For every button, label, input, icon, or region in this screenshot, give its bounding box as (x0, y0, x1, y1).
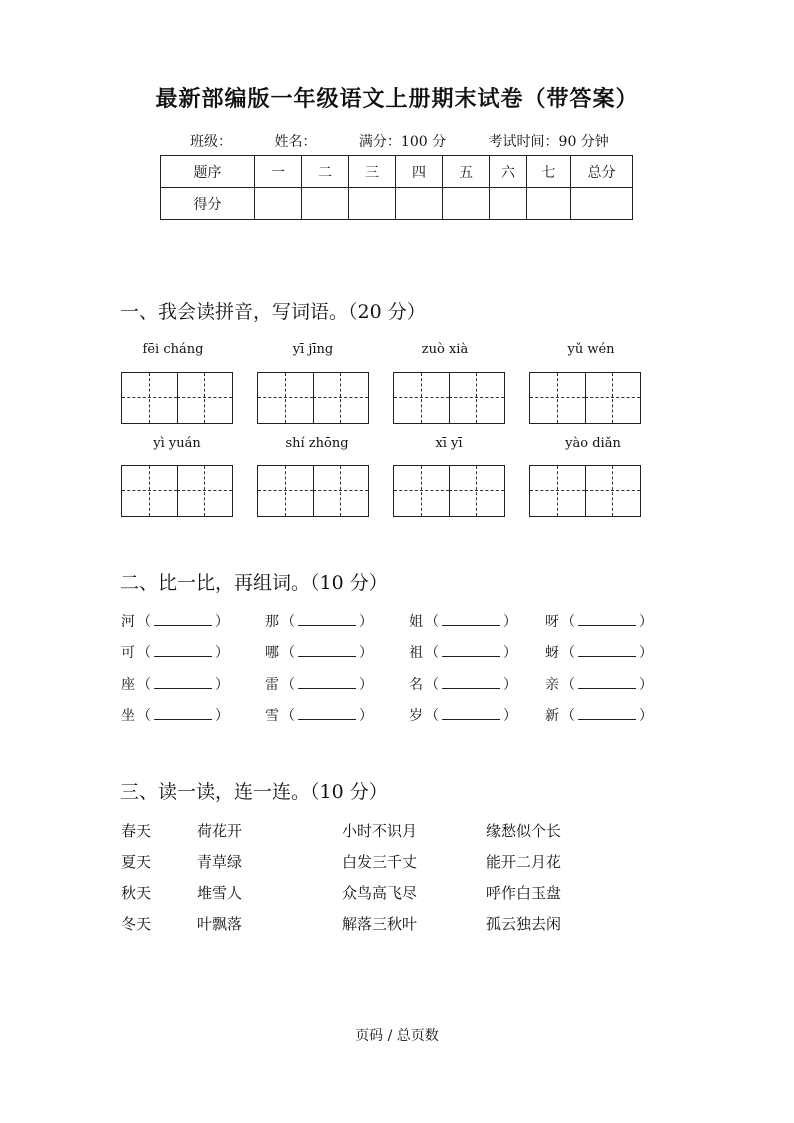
bracket: ） (503, 677, 517, 693)
page-footer: 页码 / 总页数 (355, 1028, 439, 1044)
time-label: 考试时间：90 分钟 (488, 134, 609, 150)
pinyin-label: yào diǎn (565, 436, 621, 451)
match-poem-second[interactable]: 能开二月花 (486, 853, 562, 871)
answer-blank[interactable] (442, 676, 500, 689)
match-poem-first[interactable]: 众鸟高飞尽 (342, 884, 418, 902)
compare-item (545, 674, 655, 694)
score-row-label: 得分 (161, 188, 255, 220)
writing-grid[interactable] (257, 372, 369, 424)
match-scene[interactable]: 荷花开 (197, 822, 243, 840)
bracket: ） (359, 614, 373, 630)
score-input-cell[interactable] (255, 188, 302, 220)
compare-char: 那 (265, 614, 279, 630)
answer-blank[interactable] (578, 644, 636, 657)
writing-grid[interactable] (121, 465, 233, 517)
bracket: ） (639, 708, 653, 724)
match-poem-first[interactable]: 小时不识月 (342, 822, 418, 840)
compare-char: 呀 (545, 614, 559, 630)
compare-char: 蚜 (545, 645, 559, 661)
answer-blank[interactable] (154, 707, 212, 720)
match-poem-second[interactable]: 孤云独去闲 (486, 915, 562, 933)
bracket: （ (281, 708, 295, 724)
score-table-header-row (161, 156, 633, 188)
compare-char: 可 (121, 645, 135, 661)
bracket: （ (561, 614, 575, 630)
compare-char: 哪 (265, 645, 279, 661)
score-table (160, 155, 633, 220)
score-input-cell[interactable] (349, 188, 396, 220)
match-poem-second[interactable]: 缘愁似个长 (486, 822, 562, 840)
bracket: ） (503, 614, 517, 630)
score-header-cell: 五 (443, 156, 490, 188)
compare-item (121, 705, 231, 725)
score-header-cell: 七 (527, 156, 571, 188)
bracket: ） (215, 645, 229, 661)
bracket: ） (639, 614, 653, 630)
score-input-cell[interactable] (490, 188, 527, 220)
compare-char: 雷 (265, 677, 279, 693)
writing-grid[interactable] (529, 465, 641, 517)
score-header-cell: 六 (490, 156, 527, 188)
writing-grid[interactable] (529, 372, 641, 424)
score-header-cell: 四 (396, 156, 443, 188)
answer-blank[interactable] (154, 676, 212, 689)
answer-blank[interactable] (298, 707, 356, 720)
compare-item (545, 611, 655, 631)
bracket: （ (137, 708, 151, 724)
bracket: ） (639, 677, 653, 693)
compare-char: 坐 (121, 708, 135, 724)
compare-item (265, 611, 375, 631)
match-season[interactable]: 夏天 (121, 853, 152, 871)
compare-char: 河 (121, 614, 135, 630)
score-header-cell: 一 (255, 156, 302, 188)
match-scene[interactable]: 堆雪人 (197, 884, 243, 902)
compare-item (409, 642, 519, 662)
pinyin-label: yì yuán (153, 436, 201, 451)
compare-item (121, 674, 231, 694)
section3-title: 三、读一读，连一连。（10 分） (120, 781, 388, 803)
pinyin-label: zuò xià (421, 342, 469, 357)
answer-blank[interactable] (578, 613, 636, 626)
answer-blank[interactable] (578, 676, 636, 689)
compare-item (121, 611, 231, 631)
bracket: ） (503, 708, 517, 724)
compare-item (265, 705, 375, 725)
compare-item (409, 611, 519, 631)
pinyin-label: xī yī (435, 436, 463, 451)
compare-item (545, 705, 655, 725)
bracket: ） (215, 614, 229, 630)
bracket: ） (215, 677, 229, 693)
bracket: ） (639, 645, 653, 661)
match-scene[interactable]: 叶飘落 (197, 915, 243, 933)
compare-char: 岁 (409, 708, 423, 724)
answer-blank[interactable] (298, 676, 356, 689)
answer-blank[interactable] (442, 644, 500, 657)
match-season[interactable]: 春天 (121, 822, 152, 840)
match-season[interactable]: 冬天 (121, 915, 152, 933)
bracket: （ (281, 645, 295, 661)
pinyin-label: yǔ wén (567, 342, 615, 357)
bracket: （ (561, 708, 575, 724)
compare-char: 雪 (265, 708, 279, 724)
match-season[interactable]: 秋天 (121, 884, 152, 902)
answer-blank[interactable] (442, 707, 500, 720)
pinyin-label: fēi cháng (142, 342, 204, 357)
score-input-cell[interactable] (443, 188, 490, 220)
bracket: （ (137, 645, 151, 661)
bracket: （ (281, 614, 295, 630)
compare-item (265, 642, 375, 662)
match-poem-first[interactable]: 解落三秋叶 (342, 915, 418, 933)
answer-blank[interactable] (154, 613, 212, 626)
page-title: 最新部编版一年级语文上册期末试卷（带答案） (155, 86, 639, 112)
bracket: （ (425, 614, 439, 630)
score-table-score-row (161, 188, 633, 220)
total-score-label: 满分：100 分 (358, 134, 447, 150)
bracket: （ (425, 645, 439, 661)
answer-blank[interactable] (298, 613, 356, 626)
bracket: ） (503, 645, 517, 661)
compare-item (121, 642, 231, 662)
compare-item (409, 674, 519, 694)
score-input-cell[interactable] (302, 188, 349, 220)
writing-grid[interactable] (393, 465, 505, 517)
class-label: 班级： (190, 134, 232, 150)
writing-grid[interactable] (121, 372, 233, 424)
match-scene[interactable]: 青草绿 (197, 853, 243, 871)
bracket: ） (359, 677, 373, 693)
section2-title: 二、比一比，再组词。（10 分） (120, 572, 388, 594)
writing-grid[interactable] (257, 465, 369, 517)
bracket: （ (425, 708, 439, 724)
bracket: ） (359, 708, 373, 724)
compare-item (265, 674, 375, 694)
compare-char: 新 (545, 708, 559, 724)
name-label: 姓名： (274, 134, 317, 150)
score-input-cell[interactable] (396, 188, 443, 220)
answer-blank[interactable] (154, 644, 212, 657)
compare-char: 姐 (409, 614, 423, 630)
pinyin-label: shí zhōng (285, 436, 349, 451)
bracket: ） (215, 708, 229, 724)
score-header-cell: 总分 (571, 156, 633, 188)
score-input-cell[interactable] (527, 188, 571, 220)
bracket: （ (561, 677, 575, 693)
score-header-cell: 三 (349, 156, 396, 188)
score-header-cell: 题序 (161, 156, 255, 188)
exam-info (190, 131, 609, 151)
compare-char: 祖 (409, 645, 423, 661)
answer-blank[interactable] (578, 707, 636, 720)
compare-char: 亲 (545, 677, 559, 693)
bracket: （ (425, 677, 439, 693)
bracket: ） (359, 645, 373, 661)
match-poem-second[interactable]: 呼作白玉盘 (486, 884, 562, 902)
score-input-cell[interactable] (571, 188, 633, 220)
bracket: （ (137, 614, 151, 630)
compare-char: 座 (121, 677, 135, 693)
pinyin-label: yī jīng (292, 342, 334, 357)
writing-grid[interactable] (393, 372, 505, 424)
answer-blank[interactable] (442, 613, 500, 626)
compare-item (409, 705, 519, 725)
match-poem-first[interactable]: 白发三千丈 (342, 853, 418, 871)
bracket: （ (137, 677, 151, 693)
answer-blank[interactable] (298, 644, 356, 657)
compare-item (545, 642, 655, 662)
score-header-cell: 二 (302, 156, 349, 188)
bracket: （ (561, 645, 575, 661)
section1-title: 一、我会读拼音，写词语。（20 分） (120, 301, 426, 323)
compare-char: 名 (409, 677, 423, 693)
bracket: （ (281, 677, 295, 693)
